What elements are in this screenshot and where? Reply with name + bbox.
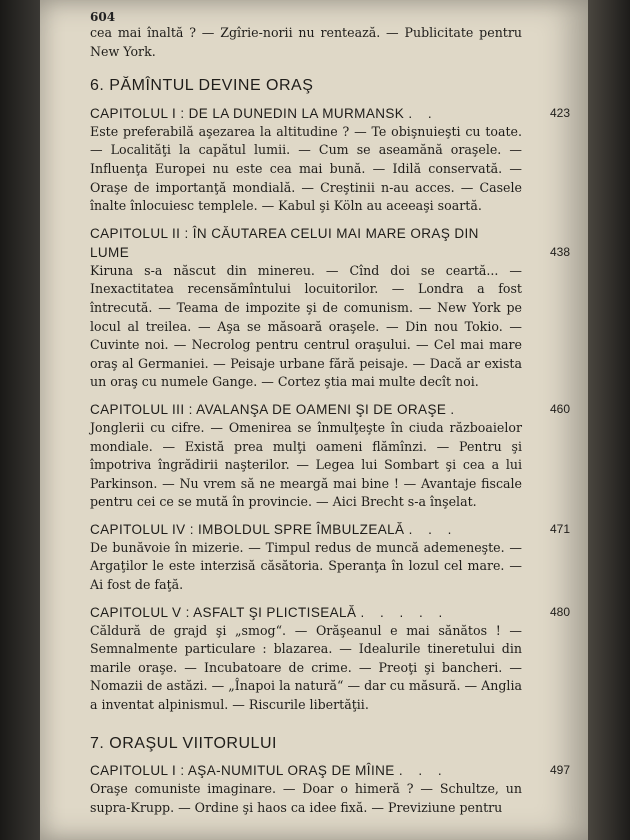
- page-content: [90, 14, 570, 817]
- leader-dots: . . . . .: [360, 604, 449, 620]
- leader-dots: . .: [408, 105, 438, 121]
- chapter-entry: [90, 761, 570, 817]
- chapter-title: CAPITOLUL IV : IMBOLDUL SPRE ÎMBULZEALĂ: [90, 521, 405, 537]
- chapter-entry: [90, 224, 570, 392]
- section-title: 6. PĂMÎNTUL DEVINE ORAŞ: [90, 77, 314, 95]
- book-page: [40, 0, 588, 840]
- chapter-page: 480: [549, 604, 570, 619]
- leader-dots: . . .: [408, 521, 458, 537]
- chapter-summary: Căldură de grajd şi „smog“. — Orăşeanul e mai sănătos ! — Semnalmente particulare : blazarea. — Idealurile tineretului din marile oraşe. — Incubatoare de crime. — Preoţi şi bancheri. — Nomazii de astăzi. — „Înapoi la natură“ — dar cu măsură. — Anglia a inventat alpinismul. — Riscurile libertăţii.: [90, 622, 522, 713]
- chapter-entry: [90, 603, 570, 715]
- section-6: [90, 77, 570, 714]
- chapter-title: CAPITOLUL V : ASFALT ŞI PLICTISEALĂ: [90, 604, 357, 620]
- chapter-title: CAPITOLUL II : ÎN CĂUTAREA CELUI MAI MARE ORAŞ DIN LUME: [90, 225, 479, 260]
- section-title: 7. ORAŞUL VIITORULUI: [90, 734, 277, 752]
- intro-text: cea mai înaltă ? — Zgîrie-norii nu rentează. — Publicitate pentru New York.: [90, 25, 522, 59]
- leader-dots: .: [450, 401, 461, 417]
- section-7: [90, 734, 570, 818]
- chapter-page: 471: [549, 521, 570, 536]
- chapter-summary: De bunăvoie în mizerie. — Timpul redus de muncă ademeneşte. — Argaţilor le este interzisă căsătoria. Speranţa în lozul cel mare. — Ai fost de faţă.: [90, 539, 522, 593]
- leader-dots: . . .: [398, 763, 448, 779]
- chapter-summary: Este preferabilă aşezarea la altitudine ? — Te obişnuieşti cu toate. — Localităţi la capătul lumii. — Cum se aseamănă oraşele. — Influenţa Europei nu este cea mai bună. — Idilă conservată. — Oraşe de importanţă mondială. — Creştinii n-au acces. — Casele înalte înlocuiesc templele. — Kabul şi Köln au aceeaşi soartă.: [90, 123, 522, 214]
- chapter-entry: [90, 400, 570, 512]
- chapter-summary: Jonglerii cu cifre. — Omenirea se înmulţeşte în ciuda războaielor mondiale. — Există prea mulţi oameni flămînzi. — Pentru şi împotriva îngrădirii naşterilor. — Legea lui Sombart şi cea a lui Parkinson. — Nu vrem să ne meargă mai bine ! — Avantaje fiscale pentru cei ce se mută în provincie. — Aici Brecht s-a înşelat.: [90, 419, 522, 510]
- chapter-page: 460: [549, 401, 570, 416]
- chapter-page: 438: [549, 244, 570, 259]
- chapter-summary: Kiruna s-a născut din minereu. — Cînd doi se ceartă... — Inexactitatea recensămîntului locuitorilor. — Londra a fost întrecută. — Teama de impozite şi de comunism. — New York pe locul al treilea. — Aşa se măsoară oraşele. — Din nou Tokio. — Cuvinte noi. — Necrolog pentru centrul oraşului. — Cel mai mare oraş al Germaniei. — Peisaje urbane fără peisaje. — Dacă ar exista un oraş cu numele Gange. — Cortez ştia mai multe decît noi.: [90, 262, 522, 390]
- chapter-summary: Oraşe comuniste imaginare. — Doar o himeră ? — Schultze, un supra-Krupp. — Ordine şi haos ca idee fixă. — Previziune pentru: [90, 781, 522, 815]
- book-gutter-left: [0, 0, 40, 840]
- chapter-title: CAPITOLUL I : DE LA DUNEDIN LA MURMANSK: [90, 105, 405, 121]
- chapter-title: CAPITOLUL I : AŞA-NUMITUL ORAŞ DE MÎINE: [90, 763, 395, 779]
- page-number: 604: [90, 10, 116, 24]
- chapter-entry: [90, 520, 570, 595]
- chapter-page: 497: [549, 763, 570, 778]
- chapter-page: 423: [549, 105, 570, 120]
- chapter-title: CAPITOLUL III : AVALANŞA DE OAMENI ŞI DE ORAŞE: [90, 401, 447, 417]
- book-edge-right: [588, 0, 630, 840]
- chapter-entry: [90, 104, 570, 216]
